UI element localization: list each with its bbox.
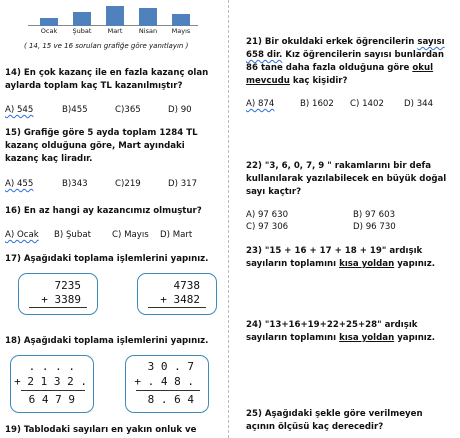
addition-box-2	[137, 273, 217, 315]
q14-option-b[interactable]: B)455	[62, 105, 88, 115]
q16-option-b[interactable]: B) Şubat	[54, 230, 91, 240]
tick-label: Mayıs	[171, 27, 191, 35]
q15-option-b[interactable]: B)343	[62, 179, 88, 189]
chart-caption: ( 14, 15 ve 16 soruları grafiğe göre yanıtlayın )	[24, 42, 189, 50]
bar-mart	[106, 6, 124, 26]
q22-option-d[interactable]: D) 96 730	[353, 222, 396, 232]
bar-ocak	[40, 18, 58, 26]
addend-2: + 3389	[41, 293, 81, 306]
question-17: 17) Aşağıdaki toplama işlemlerini yapınız.	[5, 254, 209, 264]
tick-label: Şubat	[72, 27, 92, 35]
q22-option-c[interactable]: C) 97 306	[246, 222, 289, 232]
tick-label: Nisan	[138, 27, 158, 35]
addition-box-1	[18, 273, 98, 315]
bar-subat	[73, 12, 91, 26]
question-18: 18) Aşağıdaki toplama işlemlerini yapınız.	[5, 336, 209, 346]
question-23: 23) "15 + 16 + 17 + 18 + 19" ardışık sayıların toplamını kısa yoldan yapınız.	[246, 246, 436, 269]
sum-result: 8 . 6 4	[147, 393, 194, 406]
question-25: 25) Aşağıdaki şekle göre verilmeyen açının ölçüsü kaç derecedir?	[246, 409, 423, 432]
q22-option-b[interactable]: B) 97 603	[353, 210, 396, 220]
addend-2: + 3482	[160, 293, 200, 306]
addend-2: + . 4 8 .	[134, 375, 194, 388]
q14-option-c[interactable]: C)365	[115, 105, 141, 115]
tick-label: Mart	[107, 27, 123, 35]
sum-line	[21, 390, 85, 391]
question-15: 15) Grafiğe göre 5 ayda toplam 1284 TL kazanç olduğuna göre, Mart ayındaki kazanç kaç liradır.	[5, 128, 198, 164]
question-19: 19) Tablodaki sayıları en yakın onluk ve	[5, 425, 197, 435]
addend-1: 7235	[54, 279, 81, 292]
q16-option-d[interactable]: D) Mart	[160, 230, 193, 240]
addend-1: . . . .	[28, 360, 75, 373]
question-22: 22) "3, 6, 0, 7, 9 " rakamlarını bir defa kullanılarak yazılabilecek en büyük doğal sayı kaçtır?	[246, 161, 447, 197]
column-divider	[228, 0, 229, 438]
q16-option-a[interactable]: A) Ocak	[5, 230, 39, 240]
q14-option-d[interactable]: D) 90	[168, 105, 192, 115]
bar-mayis	[172, 14, 190, 26]
sum-line	[136, 390, 200, 391]
q15-option-c[interactable]: C)219	[115, 179, 141, 189]
q15-option-a[interactable]: A) 455	[5, 179, 34, 189]
q21-option-b[interactable]: B) 1602	[300, 99, 334, 109]
question-24: 24) "13+16+19+22+25+28" ardışık sayıların toplamını kısa yoldan yapınız.	[246, 320, 436, 343]
question-14: 14) En çok kazanç ile en fazla kazanç olan aylarda toplam kaç TL kazanılmıştır?	[5, 68, 209, 91]
sum-line	[29, 307, 87, 308]
q14-option-a[interactable]: A) 545	[5, 105, 34, 115]
tick-label: Ocak	[40, 27, 58, 35]
q15-option-d[interactable]: D) 317	[168, 179, 198, 189]
sum-line	[148, 307, 206, 308]
addition-box-4	[125, 355, 209, 413]
q21-option-d[interactable]: D) 344	[404, 99, 434, 109]
bar-nisan	[139, 8, 157, 26]
q16-option-c[interactable]: C) Mayıs	[112, 230, 149, 240]
question-16: 16) En az hangi ay kazancımız olmuştur?	[5, 206, 202, 216]
addend-1: 3 0 . 7	[147, 360, 194, 373]
addend-1: 4738	[173, 279, 200, 292]
addend-2: + 2 1 3 2 .	[14, 375, 87, 388]
q22-option-a[interactable]: A) 97 630	[246, 210, 289, 220]
chart-x-labels	[28, 27, 198, 37]
question-21: 21) Bir okuldaki erkek öğrencilerin sayısı 658 dir. Kız öğrencilerin sayısı bunlardan 86 tane daha fazla olduğuna göre okul mevcudu kaç kişidir?	[246, 37, 445, 86]
q21-option-c[interactable]: C) 1402	[350, 99, 384, 109]
q21-option-a[interactable]: A) 874	[246, 99, 275, 109]
addition-box-3	[10, 355, 94, 413]
sum-result: 6 4 7 9	[28, 393, 75, 406]
